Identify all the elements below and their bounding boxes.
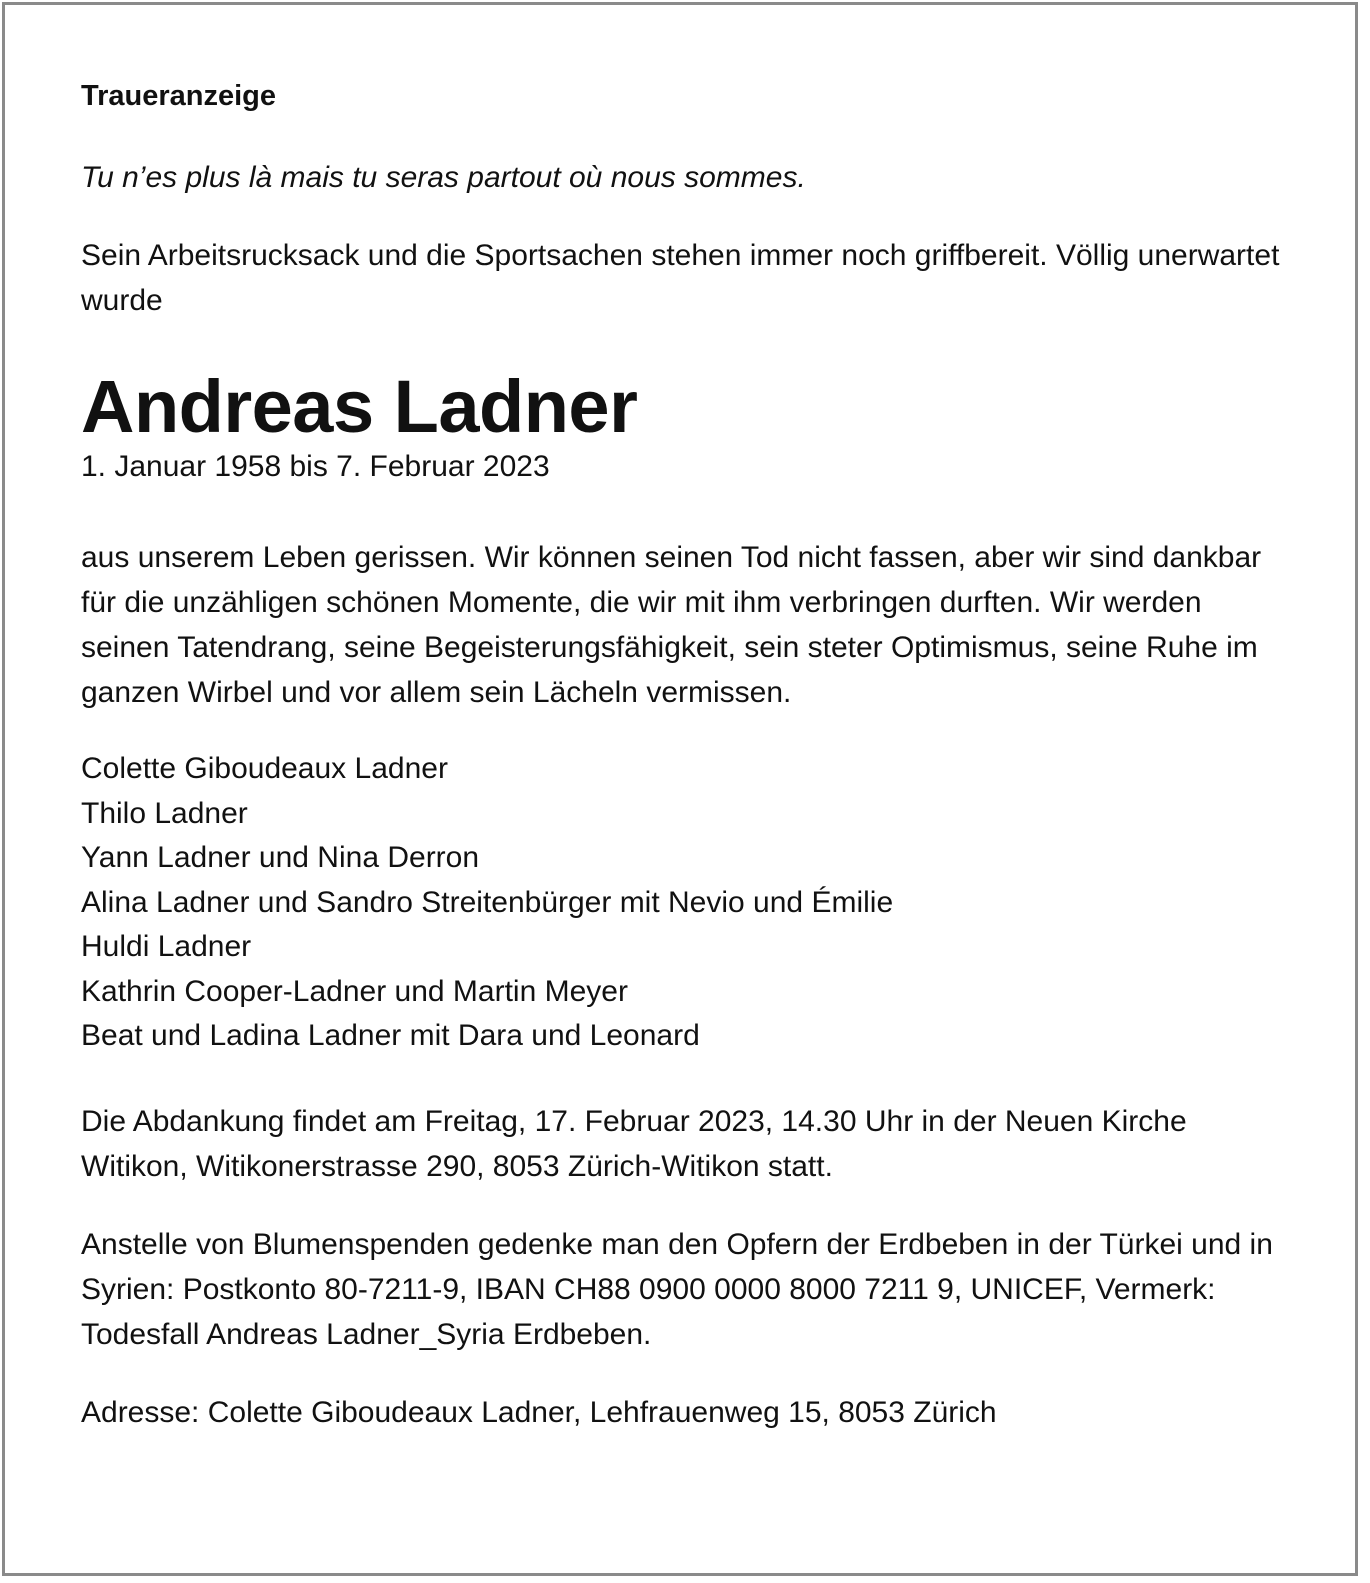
mourner-item: Colette Giboudeaux Ladner [81, 752, 448, 785]
notice-content [81, 77, 1311, 1435]
mourner-item: Alina Ladner und Sandro Streitenbürger mit Nevio und Émilie [81, 885, 894, 919]
mourner-item: Kathrin Cooper-Ladner und Martin Meyer [81, 974, 628, 1008]
ceremony-info: Die Abdankung findet am Freitag, 17. Februar 2023, 14.30 Uhr in der Neuen Kirche Witikon, Witikonerstrasse 290, 8053 Zürich-Witikon statt. [81, 1104, 1187, 1183]
donation-info: Anstelle von Blumenspenden gedenke man den Opfern der Erdbeben in der Türkei und in Syrien: Postkonto 80-7211-9, IBAN CH88 0900 0000 8000 7211 9, UNICEF, Vermerk: Todesfall Andreas Ladner_Syria Erdbeben. [81, 1227, 1273, 1351]
mourner-item: Beat und Ladina Ladner mit Dara und Leonard [81, 1019, 700, 1052]
mourners-list [81, 747, 1311, 1059]
mourner-item: Thilo Ladner [81, 796, 248, 830]
mourner-item: Huldi Ladner [81, 930, 252, 963]
notice-frame [2, 2, 1358, 1576]
quote-text: Tu n’es plus là mais tu seras partout où nous sommes. [81, 161, 806, 194]
mourner-item: Yann Ladner und Nina Derron [81, 841, 480, 874]
life-dates: 1. Januar 1958 bis 7. Februar 2023 [81, 450, 550, 483]
deceased-name: Andreas Ladner [81, 365, 638, 448]
intro-text: Sein Arbeitsrucksack und die Sportsachen stehen immer noch griffbereit. Völlig unerwartet wurde [81, 239, 1280, 317]
address-line: Adresse: Colette Giboudeaux Ladner, Lehfrauenweg 15, 8053 Zürich [81, 1395, 997, 1429]
notice-heading: Traueranzeige [81, 80, 277, 112]
body-text: aus unserem Leben gerissen. Wir können seinen Tod nicht fassen, aber wir sind dankbar für die unzähligen schönen Momente, die wir mit ihm verbringen durften. Wir werden seinen Tatendrang, seine Begeisterungsfähigkeit, sein steter Optimismus, seine Ruhe im ganzen Wirbel und vor allem sein Lächeln vermissen. [81, 541, 1262, 709]
